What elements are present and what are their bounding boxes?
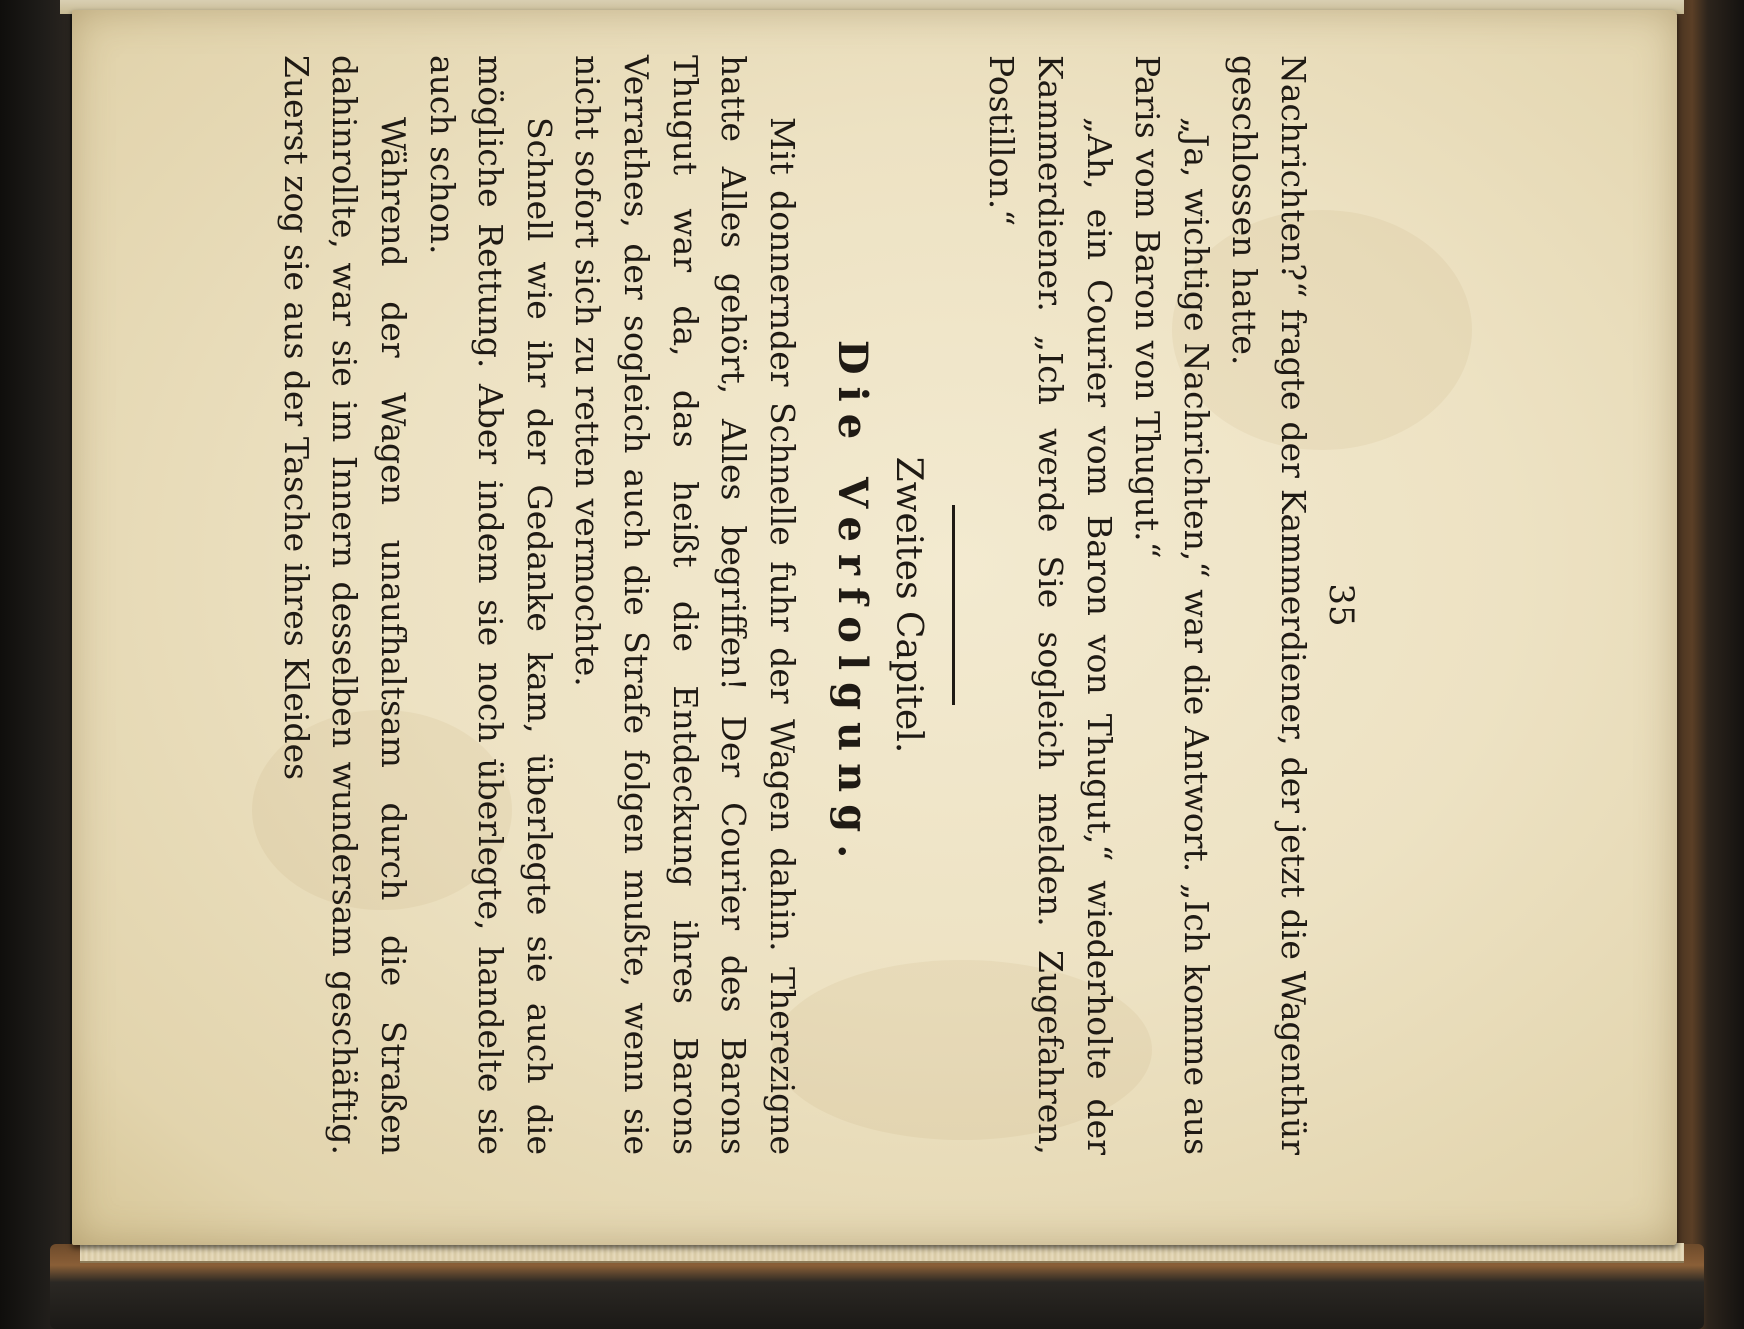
book-cover-left — [0, 0, 70, 1329]
paragraph: Während der Wagen unaufhaltsam durch die Straßen dahinrollte, war sie im Innern desselben wundersam geschäftig. Zuerst zog sie aus der Tasche ihres Kleides — [276, 55, 414, 1155]
paragraph: „Ja, wichtige Nachrichten,“ war die Antwort. „Ich komme aus Paris vom Baron von Thugut.“ — [1128, 55, 1216, 1155]
page-number: 35 — [1321, 583, 1361, 627]
chapter-title: Die Verfolgung. — [828, 339, 876, 871]
page-text-block — [276, 55, 1365, 1155]
chapter-heading: Zweites Capitel. — [887, 456, 929, 754]
section-divider — [952, 505, 955, 705]
paragraph: Nachrichten?“ fragte der Kammerdiener, der jetzt die Wagenthür geschlossen hatte. — [1225, 55, 1313, 1155]
paragraph: Schnell wie ihr der Gedanke kam, überlegte sie auch die mögliche Rettung. Aber indem sie noch überlegte, handelte sie auch schon. — [422, 55, 559, 1155]
paragraph: Mit donnernder Schnelle fuhr der Wagen dahin. Therezigne hatte Alles gehört, Alles begriffen! Der Courier des Barons Thugut war da, das heißt die Entdeckung ihres Barons Verrathes, der sogleich auch die Strafe folgen mußte, wenn sie nicht sofort sich zu retten vermochte. — [568, 55, 802, 1155]
page-stack-edge — [80, 1243, 1684, 1263]
paragraph: „Ah, ein Courier vom Baron von Thugut,“ wiederholte der Kammerdiener. „Ich werde Sie sogleich melden. Zugefahren, Postillon.“ — [982, 55, 1119, 1155]
